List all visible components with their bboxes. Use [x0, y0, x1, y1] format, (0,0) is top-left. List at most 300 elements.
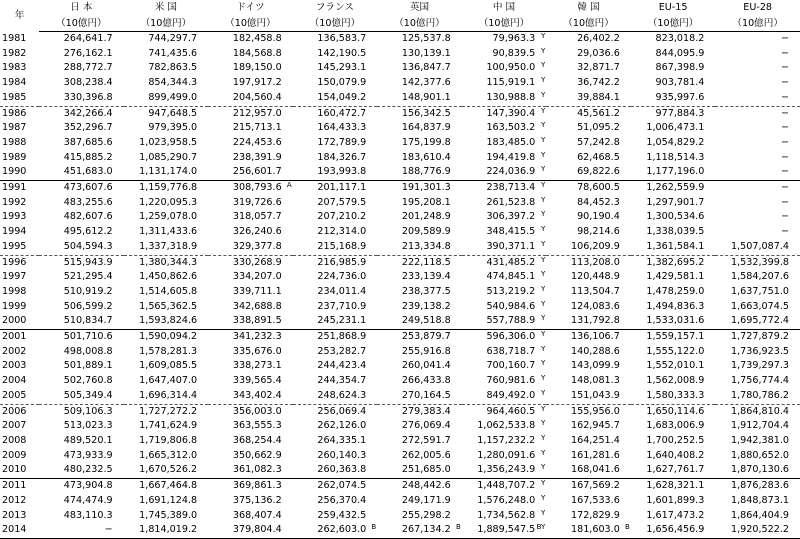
value-cell: [715, 285, 800, 300]
value-cell: [715, 61, 800, 76]
column-unit-germany: （10億円）: [208, 16, 293, 32]
value-text: 39,884.1: [577, 91, 620, 103]
value-cell: [293, 434, 378, 449]
value-cell: [39, 106, 124, 121]
table-row: [0, 509, 800, 524]
value-cell: [462, 151, 547, 166]
value-cell: [293, 181, 378, 196]
footnote-flag: B: [625, 523, 630, 532]
value-text: 700,160.7: [486, 360, 536, 372]
value-cell: [462, 463, 547, 478]
value-cell: [208, 106, 293, 121]
value-text: 474,474.9: [63, 494, 113, 506]
value-cell: [208, 181, 293, 196]
value-cell: [546, 314, 631, 329]
value-cell: [462, 210, 547, 225]
year-cell: 1981: [2, 32, 27, 44]
table-row: [0, 32, 800, 47]
value-cell: [546, 61, 631, 76]
value-cell: [631, 240, 716, 255]
table-row: [0, 389, 800, 404]
value-text: 1,262,559.9: [646, 182, 705, 194]
value-text: 1,382,695.2: [646, 256, 705, 268]
value-text: 318,057.7: [232, 211, 282, 223]
value-text: 253,282.7: [317, 345, 367, 357]
value-cell: [124, 330, 209, 345]
column-header-uk: 英国: [409, 2, 430, 13]
value-cell: [124, 240, 209, 255]
value-cell: [631, 151, 716, 166]
value-text: 233,139.4: [401, 271, 451, 283]
value-cell: [462, 300, 547, 315]
value-text: 329,377.8: [232, 240, 282, 252]
table-row: [0, 374, 800, 389]
value-cell: [377, 404, 462, 419]
value-cell: [377, 196, 462, 211]
value-cell: [715, 434, 800, 449]
value-text: 342,266.4: [63, 107, 113, 119]
value-text: 197,917.2: [232, 77, 282, 89]
value-cell: [208, 479, 293, 494]
value-text: 1,876,283.6: [731, 480, 789, 492]
value-cell: [462, 91, 547, 106]
value-cell: [377, 240, 462, 255]
year-cell: 1982: [2, 47, 27, 59]
value-text: 482,607.6: [63, 211, 113, 223]
value-cell: [546, 389, 631, 404]
table-row: [0, 225, 800, 240]
value-text: 172,789.9: [317, 136, 367, 148]
value-text: 167,569.2: [570, 480, 620, 492]
value-text: 1,157,232.2: [477, 434, 536, 446]
column-unit-korea: （10億円）: [546, 16, 631, 32]
value-cell: [124, 255, 209, 270]
value-cell: [293, 61, 378, 76]
value-text: 1,338,039.5: [646, 226, 705, 238]
value-text: 183,610.4: [401, 151, 451, 163]
footnote-flag: B: [371, 523, 377, 532]
footnote-flag: Y: [541, 374, 546, 383]
value-text: 148,081.3: [570, 375, 620, 387]
value-text: 113,208.0: [570, 256, 620, 268]
value-cell: [124, 270, 209, 285]
value-text: 1,756,774.4: [731, 375, 789, 387]
value-text: 216,985.9: [317, 256, 367, 268]
value-text: 356,003.0: [232, 405, 282, 417]
value-text: −: [780, 151, 789, 163]
value-cell: [715, 151, 800, 166]
year-cell: 2011: [2, 480, 27, 492]
value-text: 161,281.6: [570, 449, 620, 461]
value-text: 483,110.3: [63, 509, 113, 521]
value-cell: [377, 494, 462, 509]
value-text: 131,792.8: [570, 315, 620, 327]
year-cell: 2000: [0, 314, 39, 329]
value-text: 1,085,290.7: [139, 151, 198, 163]
value-text: 172,829.9: [570, 509, 620, 521]
value-text: 501,889.1: [63, 360, 113, 372]
value-cell: [124, 419, 209, 434]
value-text: 224,453.6: [232, 136, 282, 148]
value-text: 256,069.4: [317, 405, 367, 417]
value-text: 308,238.4: [63, 77, 113, 89]
value-cell: [293, 330, 378, 345]
value-cell: [293, 255, 378, 270]
value-text: 1,062,533.8: [477, 420, 536, 432]
value-cell: [546, 32, 631, 47]
value-text: 1,380,344.3: [139, 256, 198, 268]
value-text: 1,054,829.2: [646, 136, 705, 148]
value-text: 256,370.4: [317, 494, 367, 506]
value-cell: [377, 479, 462, 494]
value-cell: [546, 509, 631, 524]
value-text: 222,118.5: [401, 256, 451, 268]
value-text: 260,363.8: [317, 464, 367, 476]
value-cell: [377, 300, 462, 315]
value-text: −: [780, 211, 789, 223]
value-text: 238,391.9: [232, 151, 282, 163]
value-text: 369,861.3: [232, 480, 282, 492]
value-text: 184,568.8: [232, 47, 282, 59]
table-row: [0, 47, 800, 62]
value-cell: [377, 121, 462, 136]
footnote-flag: Y: [541, 32, 546, 40]
value-text: 451,683.0: [63, 166, 113, 178]
value-text: 100,950.0: [486, 62, 536, 74]
column-header-korea: 韓 国: [577, 2, 600, 13]
footnote-flag: Y: [541, 46, 546, 55]
value-cell: [293, 136, 378, 151]
value-cell: [546, 523, 631, 538]
value-cell: [208, 285, 293, 300]
value-cell: [124, 91, 209, 106]
footnote-flag: Y: [541, 90, 546, 99]
value-cell: [39, 196, 124, 211]
value-cell: [715, 389, 800, 404]
value-cell: [631, 196, 716, 211]
value-cell: [462, 225, 547, 240]
value-cell: [39, 389, 124, 404]
value-cell: [715, 47, 800, 62]
year-cell: 2006: [2, 405, 27, 417]
value-text: 338,273.1: [232, 360, 282, 372]
value-text: 36,742.2: [577, 77, 620, 89]
value-text: 1,736,923.5: [731, 345, 789, 357]
value-text: 1,920,522.2: [731, 524, 789, 536]
value-text: 510,919.2: [63, 285, 113, 297]
value-cell: [631, 434, 716, 449]
value-cell: [39, 434, 124, 449]
value-text: −: [780, 47, 789, 59]
value-text: 1,628,321.1: [646, 480, 705, 492]
value-text: 1,870,130.6: [731, 464, 789, 476]
value-text: 251,685.0: [401, 464, 451, 476]
value-cell: [377, 449, 462, 464]
value-cell: [124, 463, 209, 478]
year-cell: 1987: [2, 122, 27, 134]
value-text: 343,402.4: [232, 389, 282, 401]
value-text: 387,685.6: [63, 136, 113, 148]
value-cell: [293, 285, 378, 300]
table-row: [0, 91, 800, 106]
value-cell: [208, 314, 293, 329]
year-cell: 1985: [0, 91, 39, 106]
value-text: 288,772.7: [63, 62, 113, 74]
value-cell: [293, 270, 378, 285]
value-text: 168,041.6: [570, 464, 620, 476]
value-cell: [462, 389, 547, 404]
value-cell: [462, 106, 547, 121]
value-cell: [715, 509, 800, 524]
value-cell: [39, 76, 124, 91]
value-text: 142,190.5: [317, 47, 367, 59]
value-text: 1,617,473.2: [646, 509, 705, 521]
value-text: 480,232.5: [63, 464, 113, 476]
value-cell: [124, 509, 209, 524]
value-cell: [208, 225, 293, 240]
value-cell: [208, 61, 293, 76]
year-cell: 2004: [2, 375, 27, 387]
value-cell: [293, 404, 378, 419]
footnote-flag: Y: [541, 106, 546, 115]
value-cell: [208, 196, 293, 211]
value-text: 130,988.8: [486, 91, 536, 103]
table-row: [0, 449, 800, 464]
value-text: 259,432.5: [317, 509, 367, 521]
year-cell: 1988: [2, 136, 27, 148]
value-cell: [293, 494, 378, 509]
value-cell: [124, 494, 209, 509]
value-cell: [124, 314, 209, 329]
footnote-flag: Y: [541, 210, 546, 219]
value-cell: [124, 345, 209, 360]
value-text: 57,242.8: [577, 136, 620, 148]
value-cell: [631, 463, 716, 478]
year-cell: 1983: [2, 62, 27, 74]
value-cell: [462, 196, 547, 211]
value-text: 1,942,381.0: [731, 434, 789, 446]
value-text: 204,560.4: [232, 91, 282, 103]
value-text: 368,407.4: [232, 509, 282, 521]
value-text: 1,640,408.2: [646, 449, 705, 461]
value-text: 390,371.1: [486, 240, 536, 252]
value-text: 213,334.8: [401, 240, 451, 252]
value-text: 162,945.7: [570, 420, 620, 432]
value-text: 1,300,534.6: [646, 211, 705, 223]
value-cell: [39, 300, 124, 315]
value-cell: [39, 136, 124, 151]
table-row: [0, 314, 800, 329]
value-cell: [715, 300, 800, 315]
table-row: [0, 330, 800, 345]
value-cell: [39, 479, 124, 494]
value-cell: [546, 434, 631, 449]
value-cell: [462, 404, 547, 419]
value-text: 306,397.2: [486, 211, 536, 223]
value-text: 379,804.4: [232, 524, 282, 536]
value-cell: [208, 494, 293, 509]
value-cell: [124, 300, 209, 315]
value-text: 215,168.9: [317, 240, 367, 252]
value-text: 98,214.6: [577, 226, 620, 238]
value-text: 1,889,547.5: [477, 524, 536, 536]
value-text: 262,126.0: [317, 420, 367, 432]
year-cell: 2009: [2, 449, 27, 461]
value-text: 84,452.3: [577, 196, 620, 208]
value-text: 1,691,124.8: [139, 494, 198, 506]
value-text: 506,599.2: [63, 300, 113, 312]
value-cell: [546, 330, 631, 345]
value-cell: [124, 47, 209, 62]
table-row: [0, 463, 800, 478]
value-cell: [631, 255, 716, 270]
value-text: 29,036.6: [577, 47, 620, 59]
value-cell: [293, 32, 378, 47]
value-cell: [293, 106, 378, 121]
value-text: 339,711.1: [232, 285, 282, 297]
value-text: 1,532,399.8: [731, 256, 789, 268]
value-text: 249,518.8: [401, 315, 451, 327]
value-cell: [546, 196, 631, 211]
value-text: 1,593,824.6: [139, 315, 198, 327]
value-cell: [377, 47, 462, 62]
table-row: [0, 523, 800, 538]
value-cell: [377, 285, 462, 300]
year-cell: 1998: [2, 285, 27, 297]
value-text: 326,240.6: [232, 226, 282, 238]
footnote-flag: Y: [541, 299, 546, 308]
value-cell: [293, 210, 378, 225]
value-text: 473,607.6: [63, 182, 113, 194]
table-row: [0, 240, 800, 255]
value-cell: [124, 285, 209, 300]
value-cell: [39, 494, 124, 509]
value-cell: [377, 374, 462, 389]
footnote-flag: Y: [541, 76, 546, 85]
value-text: 1,131,174.0: [139, 166, 198, 178]
year-cell: 1989: [2, 151, 27, 163]
value-cell: [124, 136, 209, 151]
value-cell: [631, 523, 716, 538]
value-cell: [208, 210, 293, 225]
value-text: 505,349.4: [63, 389, 113, 401]
table-row: [0, 196, 800, 211]
value-cell: [631, 419, 716, 434]
value-cell: [208, 509, 293, 524]
value-text: 163,503.2: [486, 122, 536, 134]
table-header: [0, 0, 800, 32]
value-text: 339,565.4: [232, 375, 282, 387]
value-text: 1,745,389.0: [139, 509, 198, 521]
value-text: 844,095.9: [655, 47, 705, 59]
value-cell: [631, 314, 716, 329]
table-row: [0, 255, 800, 270]
value-cell: [631, 210, 716, 225]
column-header-japan: 日 本: [70, 2, 93, 13]
value-text: 279,383.4: [401, 405, 451, 417]
table-row: [0, 359, 800, 374]
value-cell: [631, 61, 716, 76]
value-text: 151,043.9: [570, 389, 620, 401]
value-cell: [377, 165, 462, 180]
value-cell: [631, 374, 716, 389]
value-cell: [715, 165, 800, 180]
value-text: 249,171.9: [401, 494, 451, 506]
value-text: 1,864,404.9: [731, 509, 789, 521]
value-text: 1,848,873.1: [731, 494, 789, 506]
value-cell: [39, 345, 124, 360]
column-header-usa: 米 国: [154, 2, 178, 13]
value-cell: [39, 121, 124, 136]
value-cell: [462, 330, 547, 345]
value-text: 935,997.6: [655, 91, 705, 103]
value-cell: [124, 374, 209, 389]
value-cell: [631, 330, 716, 345]
value-text: 521,295.4: [63, 271, 113, 283]
value-cell: [39, 285, 124, 300]
value-cell: [208, 121, 293, 136]
value-cell: [293, 47, 378, 62]
table-row: [0, 419, 800, 434]
value-text: 125,537.8: [401, 33, 451, 44]
value-text: 964,460.5: [486, 405, 536, 417]
value-text: 115,919.1: [486, 77, 536, 89]
footnote-flag: Y: [541, 493, 546, 502]
value-cell: [39, 255, 124, 270]
table-row: [0, 479, 800, 494]
value-cell: [124, 210, 209, 225]
value-cell: [462, 255, 547, 270]
value-text: 251,868.9: [317, 331, 367, 343]
value-text: 244,354.7: [317, 375, 367, 387]
value-cell: [631, 165, 716, 180]
value-text: 334,207.0: [232, 271, 282, 283]
value-cell: [631, 285, 716, 300]
value-cell: [462, 165, 547, 180]
value-text: 1,478,259.0: [646, 285, 705, 297]
column-unit-eu15: （10億円）: [631, 16, 716, 32]
value-cell: [377, 181, 462, 196]
value-cell: [39, 181, 124, 196]
value-text: 155,956.0: [570, 405, 620, 417]
value-text: 267,134.2: [401, 524, 451, 536]
value-text: 638,718.7: [486, 345, 536, 357]
value-cell: [39, 225, 124, 240]
value-cell: [631, 32, 716, 47]
value-text: 224,036.9: [486, 166, 536, 178]
value-text: 239,138.2: [401, 300, 451, 312]
value-text: 188,776.9: [401, 166, 451, 178]
value-cell: [208, 151, 293, 166]
table-row: [0, 181, 800, 196]
value-text: 276,069.4: [401, 420, 451, 432]
value-cell: [715, 91, 800, 106]
value-text: 744,297.7: [148, 33, 198, 44]
value-text: 62,468.5: [577, 151, 620, 163]
value-cell: [377, 345, 462, 360]
value-cell: [715, 479, 800, 494]
value-text: 1,637,751.0: [731, 285, 789, 297]
value-text: 308,793.6: [232, 182, 282, 194]
value-text: 238,377.5: [401, 285, 451, 297]
year-cell: 2014: [0, 523, 39, 538]
value-cell: [377, 91, 462, 106]
value-text: 136,583.7: [317, 33, 367, 44]
value-text: 234,011.4: [317, 285, 367, 297]
column-header-germany: ドイツ: [236, 2, 265, 13]
value-cell: [124, 404, 209, 419]
value-text: 513,023.3: [63, 420, 113, 432]
